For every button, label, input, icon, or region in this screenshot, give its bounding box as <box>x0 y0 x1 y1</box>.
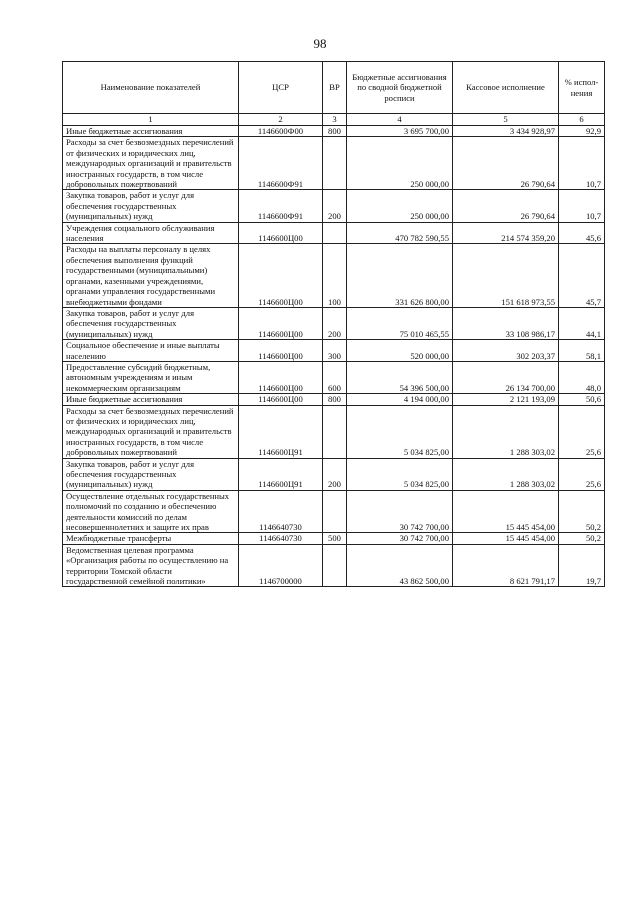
vr-code-cell <box>323 222 347 244</box>
execution-percent-cell: 92,9 <box>559 126 605 137</box>
table-row <box>63 458 605 490</box>
header-execution-percent: % испол-нения <box>559 62 605 114</box>
cash-execution-cell: 26 790,64 <box>453 137 559 190</box>
cash-execution-cell: 15 445 454,00 <box>453 490 559 533</box>
table-row <box>63 137 605 190</box>
budget-amount-cell: 30 742 700,00 <box>347 533 453 544</box>
budget-amount-cell: 5 034 825,00 <box>347 405 453 458</box>
cash-execution-cell: 26 790,64 <box>453 190 559 222</box>
cash-execution-cell: 15 445 454,00 <box>453 533 559 544</box>
cash-execution-cell: 3 434 928,97 <box>453 126 559 137</box>
csr-code-cell: 1146700000 <box>239 544 323 587</box>
indicator-name-cell: Расходы за счет безвозмездных перечислений от физических и юридических лиц, международных организаций и правительств иностранных государств, в том числе добровольных пожертвований <box>63 137 239 190</box>
execution-percent-cell: 44,1 <box>559 307 605 339</box>
vr-code-cell: 600 <box>323 361 347 393</box>
csr-code-cell: 1146600Ц00 <box>239 222 323 244</box>
indicator-name-cell: Межбюджетные трансферты <box>63 533 239 544</box>
table-row <box>63 307 605 339</box>
header-indicator-name: Наименование показателей <box>63 62 239 114</box>
csr-code-cell: 1146600Ф91 <box>239 190 323 222</box>
table-row <box>63 361 605 393</box>
budget-amount-cell: 470 782 590,55 <box>347 222 453 244</box>
table-row <box>63 340 605 362</box>
vr-code-cell: 200 <box>323 190 347 222</box>
execution-percent-cell: 19,7 <box>559 544 605 587</box>
execution-percent-cell: 58,1 <box>559 340 605 362</box>
csr-code-cell: 1146600Ф91 <box>239 137 323 190</box>
budget-amount-cell: 250 000,00 <box>347 190 453 222</box>
execution-percent-cell: 10,7 <box>559 137 605 190</box>
cash-execution-cell: 1 288 303,02 <box>453 458 559 490</box>
header-csr: ЦСР <box>239 62 323 114</box>
execution-percent-cell: 45,7 <box>559 244 605 307</box>
indicator-name-cell: Предоставление субсидий бюджетным, автономным учреждениям и иным некоммерческим организациям <box>63 361 239 393</box>
execution-percent-cell: 45,6 <box>559 222 605 244</box>
cash-execution-cell: 8 621 791,17 <box>453 544 559 587</box>
table-row <box>63 190 605 222</box>
table-row <box>63 544 605 587</box>
execution-percent-cell: 50,2 <box>559 490 605 533</box>
column-number: 6 <box>559 114 605 126</box>
csr-code-cell: 1146600Ц00 <box>239 307 323 339</box>
table-row <box>63 490 605 533</box>
execution-percent-cell: 25,6 <box>559 458 605 490</box>
table-header-row <box>63 62 605 114</box>
cash-execution-cell: 214 574 359,20 <box>453 222 559 244</box>
vr-code-cell: 100 <box>323 244 347 307</box>
table-row <box>63 222 605 244</box>
vr-code-cell: 800 <box>323 394 347 405</box>
column-number-row <box>63 114 605 126</box>
column-number: 1 <box>63 114 239 126</box>
table-row <box>63 533 605 544</box>
vr-code-cell <box>323 405 347 458</box>
csr-code-cell: 1146600Ц00 <box>239 361 323 393</box>
indicator-name-cell: Расходы за счет безвозмездных перечислений от физических и юридических лиц, международных организаций и правительств иностранных государств, в том числе добровольных пожертвований <box>63 405 239 458</box>
vr-code-cell <box>323 490 347 533</box>
budget-amount-cell: 43 862 500,00 <box>347 544 453 587</box>
budget-amount-cell: 520 000,00 <box>347 340 453 362</box>
vr-code-cell <box>323 544 347 587</box>
header-vr: ВР <box>323 62 347 114</box>
cash-execution-cell: 33 108 986,17 <box>453 307 559 339</box>
header-budget-allocations: Бюджетные ассигнования по сводной бюджетной росписи <box>347 62 453 114</box>
budget-amount-cell: 331 626 800,00 <box>347 244 453 307</box>
execution-percent-cell: 50,6 <box>559 394 605 405</box>
indicator-name-cell: Расходы на выплаты персоналу в целях обеспечения выполнения функций государственными (муниципальными) органами, казенными учреждениями, органами управления государственными внебюджетными фондами <box>63 244 239 307</box>
indicator-name-cell: Закупка товаров, работ и услуг для обеспечения государственных (муниципальных) нужд <box>63 307 239 339</box>
column-number: 2 <box>239 114 323 126</box>
indicator-name-cell: Закупка товаров, работ и услуг для обеспечения государственных (муниципальных) нужд <box>63 190 239 222</box>
execution-percent-cell: 48,0 <box>559 361 605 393</box>
budget-amount-cell: 54 396 500,00 <box>347 361 453 393</box>
table-row <box>63 405 605 458</box>
table-row <box>63 244 605 307</box>
table-row <box>63 394 605 405</box>
csr-code-cell: 1146640730 <box>239 490 323 533</box>
indicator-name-cell: Учреждения социального обслуживания населения <box>63 222 239 244</box>
column-number: 5 <box>453 114 559 126</box>
cash-execution-cell: 151 618 973,55 <box>453 244 559 307</box>
csr-code-cell: 1146600Ц91 <box>239 458 323 490</box>
indicator-name-cell: Осуществление отдельных государственных полномочий по созданию и обеспечению деятельности комиссий по делам несовершеннолетних и защите их прав <box>63 490 239 533</box>
csr-code-cell: 1146600Ц00 <box>239 340 323 362</box>
page-number: 98 <box>313 36 327 51</box>
execution-percent-cell: 25,6 <box>559 405 605 458</box>
column-number: 3 <box>323 114 347 126</box>
budget-amount-cell: 3 695 700,00 <box>347 126 453 137</box>
execution-percent-cell: 50,2 <box>559 533 605 544</box>
indicator-name-cell: Закупка товаров, работ и услуг для обеспечения государственных (муниципальных) нужд <box>63 458 239 490</box>
budget-amount-cell: 30 742 700,00 <box>347 490 453 533</box>
cash-execution-cell: 2 121 193,09 <box>453 394 559 405</box>
cash-execution-cell: 1 288 303,02 <box>453 405 559 458</box>
vr-code-cell <box>323 137 347 190</box>
csr-code-cell: 1146640730 <box>239 533 323 544</box>
indicator-name-cell: Ведомственная целевая программа «Организация работы по осуществлению на территории Томской области государственной семейной политики» <box>63 544 239 587</box>
budget-amount-cell: 75 010 465,55 <box>347 307 453 339</box>
csr-code-cell: 1146600Ц00 <box>239 244 323 307</box>
vr-code-cell: 200 <box>323 458 347 490</box>
indicator-name-cell: Иные бюджетные ассигнования <box>63 126 239 137</box>
vr-code-cell: 500 <box>323 533 347 544</box>
header-cash-execution: Кассовое исполнение <box>453 62 559 114</box>
budget-amount-cell: 4 194 000,00 <box>347 394 453 405</box>
budget-amount-cell: 250 000,00 <box>347 137 453 190</box>
cash-execution-cell: 302 203,37 <box>453 340 559 362</box>
vr-code-cell: 200 <box>323 307 347 339</box>
budget-amount-cell: 5 034 825,00 <box>347 458 453 490</box>
vr-code-cell: 300 <box>323 340 347 362</box>
column-number: 4 <box>347 114 453 126</box>
table-row <box>63 126 605 137</box>
csr-code-cell: 1146600Ц91 <box>239 405 323 458</box>
indicator-name-cell: Иные бюджетные ассигнования <box>63 394 239 405</box>
execution-percent-cell: 10,7 <box>559 190 605 222</box>
cash-execution-cell: 26 134 700,00 <box>453 361 559 393</box>
vr-code-cell: 800 <box>323 126 347 137</box>
budget-execution-table <box>62 61 605 587</box>
indicator-name-cell: Социальное обеспечение и иные выплаты населению <box>63 340 239 362</box>
csr-code-cell: 1146600Ц00 <box>239 394 323 405</box>
table-body <box>63 126 605 587</box>
csr-code-cell: 1146600Ф00 <box>239 126 323 137</box>
